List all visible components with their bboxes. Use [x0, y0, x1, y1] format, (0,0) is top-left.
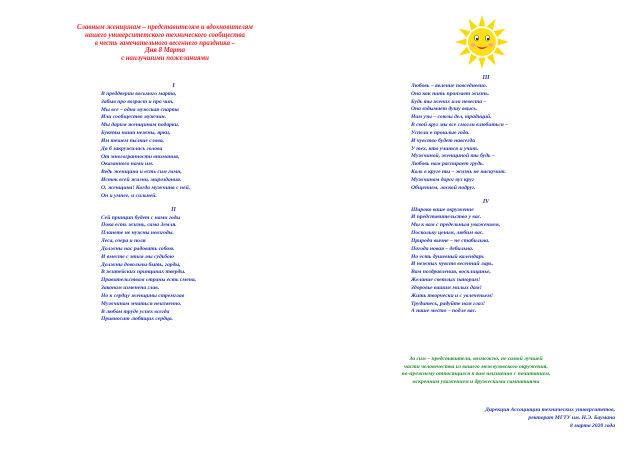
sun-ray	[455, 39, 466, 46]
poem-line: Леса, озера и поля	[101, 238, 146, 245]
poem-line: И нежных чувств весенний ларь.	[411, 261, 494, 268]
poem-line: В любом труде успех всегда	[101, 308, 170, 315]
header-line: Славным женщинам – представителям и вдохновителям	[77, 24, 253, 31]
greeting-header	[40, 24, 290, 63]
poem-line: О, женщина! Когда мужчина с ней,	[101, 184, 191, 191]
poem-line: Мужчинам мчаться неизменно.	[101, 300, 182, 307]
stanza-3	[411, 83, 561, 193]
poem-line: Но к сердцу женщины стремглав	[101, 292, 185, 299]
poem-line: Природа вычне – не стабильна.	[411, 237, 490, 244]
poem-line: Мы все – одна мужская спарта	[101, 106, 179, 113]
poem-line: Общением, лаской подруг.	[411, 184, 476, 191]
stanza-2	[101, 215, 246, 325]
sun-ray	[494, 47, 506, 56]
poem-line: Коль в круге ты – жизнь не наскучит.	[411, 169, 507, 176]
sun-ray	[494, 29, 506, 38]
stanza-number: II	[171, 206, 176, 213]
stanza-number: I	[172, 83, 175, 89]
poem-line: Привносит любящих сердца.	[101, 316, 174, 323]
poem-line: Забыв про возраст и про чин,	[101, 98, 174, 105]
poem-line: Любовь – явление повседневно.	[411, 82, 488, 89]
poem-line: В преддверии восьмого марта,	[101, 90, 177, 97]
poem-line: Трудитесь, радуйте нам глаз!	[411, 300, 486, 307]
poem-line: Вам поздравления, восклицанье,	[411, 269, 491, 276]
poem-line: Но есть душевный календарь	[411, 253, 484, 260]
poem-line: Правительствам страны есть смена,	[101, 277, 197, 284]
sun-ray	[479, 58, 486, 69]
sun-ray	[479, 15, 486, 26]
poem-line: Им тешем пылкие слова,	[101, 137, 165, 144]
poem-column-right	[411, 75, 561, 316]
poem-column-left	[101, 83, 246, 324]
stanza-number: IV	[482, 198, 490, 205]
stanza-number: III	[482, 75, 490, 81]
stanza-1	[101, 91, 246, 201]
sun-ray	[469, 19, 478, 31]
poem-line: Поскольку ценим, любим вас.	[411, 230, 484, 237]
poem-line: Пока есть жизнь, сама Земля.	[101, 222, 177, 229]
poem-line: Она вздымает душу ввысь.	[411, 106, 478, 113]
closing-line: части человечества из вашего межвузовского окружения,	[404, 363, 548, 370]
closing-line: искренним уважением и дружескими симпатиями	[412, 378, 540, 385]
signature-block	[485, 407, 615, 430]
poem-line: В свой круг мы все смогли влюбиться –	[411, 122, 508, 129]
poem-line: Будь ты жених или невеста –	[411, 98, 487, 105]
poem-line: В житейских принципах тверды.	[101, 269, 186, 276]
poem-line: Или сообщество мужчин.	[101, 114, 166, 121]
poem-line: Мужчиной, женщиной ты будь –	[411, 153, 495, 160]
poem-line: Да б закружилась голова	[101, 145, 163, 152]
poem-line: Любовь нам распирает грудь.	[411, 161, 484, 168]
poem-line: Исток всей жизни, мироздания.	[101, 177, 182, 184]
sun-ray	[487, 54, 496, 66]
sun-ray	[487, 19, 496, 31]
signature-line: 8 марта 2020 года	[569, 422, 615, 429]
poem-line: От многогранности внимания,	[101, 153, 180, 160]
poem-line: И чувство будет навсегда	[411, 137, 476, 144]
poem-line: Жить творчески и с увлеченьем!	[411, 292, 494, 299]
sun-ray	[459, 47, 471, 56]
poem-line: Законам изменена глав.	[101, 285, 160, 292]
poem-line: Ведь женщина и есть сим гимн,	[101, 169, 182, 176]
header-line: в честь замечательного весеннего праздника –	[94, 39, 236, 47]
poem-line: А наше место – подле вас.	[411, 308, 477, 315]
poem-line: Оказанного нами им.	[101, 161, 154, 168]
header-line: Дня 8 Марта	[144, 47, 186, 55]
signature-line: Дирекция Ассоциации технических университетов,	[485, 407, 615, 413]
header-line: с наилучшими пожеланиями	[121, 55, 209, 63]
poem-line: Должны нас радовать собою.	[101, 245, 175, 252]
poem-line: Желание светлых панорам!	[411, 277, 481, 284]
poem-line: Он и умнее, и сильней.	[101, 192, 157, 199]
closing-line: по-прежнему относящиеся к вам неизменно с почитанием,	[401, 371, 551, 378]
sun-ray	[469, 54, 478, 66]
poem-line: Погода новая – дебильна.	[411, 245, 474, 252]
poem-line: Мужчинам дорог вуз круг	[411, 176, 474, 183]
poem-line: И вместе с этим мы судьбою	[101, 253, 174, 260]
poem-line: Планете не нужны невзгоды.	[101, 230, 174, 237]
poem-line: Здоровье вашим милых дам!	[411, 284, 482, 291]
closing-paragraph	[356, 356, 596, 386]
poem-line: Букеты наши нежны, ярки,	[101, 130, 171, 137]
poem-line: Сей принцип будет с нами годы	[101, 214, 181, 221]
stanza-4	[411, 207, 561, 317]
poem-line: Мы дарим женщинам подарки.	[101, 122, 180, 129]
poem-line: Она как нить пронзает жизнь.	[411, 90, 490, 97]
poem-line: Должны довольны быть, горды,	[101, 261, 181, 268]
poem-line: Широко ваше окружение	[411, 206, 474, 213]
poem-line: И представительство у вас.	[411, 214, 482, 221]
smiling-sun-icon	[452, 12, 512, 72]
closing-line: За сим – представители, возможно, не самой лучшей	[409, 356, 543, 362]
sun-ray	[459, 29, 471, 38]
poem-line: Мы к вам с предельным уважением,	[411, 222, 501, 229]
poem-line: Успели в прошлые года.	[411, 129, 470, 136]
header-line: нашего университетского технического сообщества	[85, 31, 245, 39]
sun-ray	[498, 39, 509, 46]
signature-line: ректорат МГТУ им. Н.Э. Баумана	[528, 414, 615, 421]
poem-line: У тех, кто учится и учит.	[411, 145, 479, 152]
poem-line: Нам узы – союзы дел, традиций.	[411, 114, 492, 121]
